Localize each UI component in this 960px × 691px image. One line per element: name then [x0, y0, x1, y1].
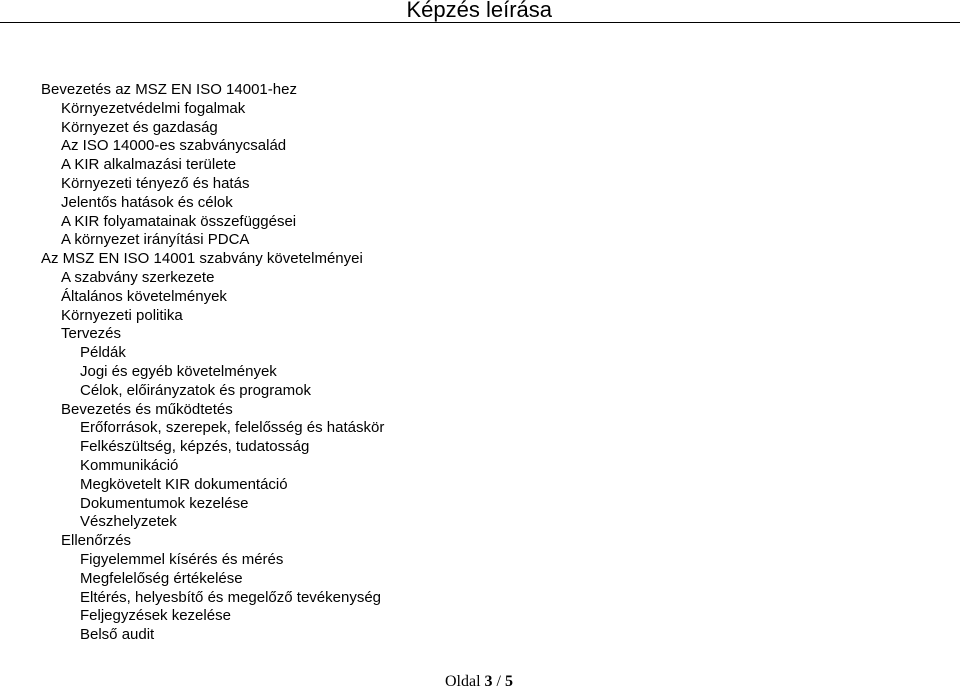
outline-item: A KIR alkalmazási területe	[61, 156, 237, 174]
outline-item: Általános követelmények	[61, 287, 227, 305]
outline-item: Megfelelőség értékelése	[80, 569, 243, 587]
outline-item: A KIR folyamatainak összefüggései	[61, 212, 297, 230]
outline-item: Belső audit	[80, 626, 155, 644]
outline-item: Környezetvédelmi fogalmak	[61, 99, 246, 117]
page-number	[445, 673, 513, 691]
current-page: 3	[484, 673, 493, 690]
outline-item: Környezeti tényező és hatás	[61, 174, 250, 192]
outline-item: Megkövetelt KIR dokumentáció	[80, 475, 288, 493]
page-separator: /	[496, 673, 501, 690]
outline-item: A környezet irányítási PDCA	[61, 231, 250, 249]
outline-item: Célok, előirányzatok és programok	[80, 381, 311, 399]
outline-item: Környezet és gazdaság	[61, 118, 218, 136]
outline-item: A szabvány szerkezete	[61, 268, 215, 286]
outline-item: Jelentős hatások és célok	[61, 193, 233, 211]
outline-item: Tervezés	[61, 325, 122, 343]
outline-item: Felkészültség, képzés, tudatosság	[80, 438, 310, 456]
outline-item: Eltérés, helyesbítő és megelőző tevékenység	[80, 588, 382, 606]
outline-item: Dokumentumok kezelése	[80, 494, 249, 512]
outline-item: Az ISO 14000-es szabványcsalád	[61, 137, 287, 155]
course-outline	[41, 81, 384, 645]
page-label: Oldal	[445, 673, 481, 690]
outline-item: Vészhelyzetek	[80, 513, 177, 531]
outline-item: Példák	[80, 344, 126, 362]
outline-item: Környezeti politika	[61, 306, 183, 324]
outline-item: Ellenőrzés	[61, 532, 132, 550]
outline-item: Bevezetés és működtetés	[61, 400, 233, 418]
outline-item: Kommunikáció	[80, 456, 179, 474]
outline-item: Erőforrások, szerepek, felelősség és hatáskör	[80, 419, 385, 437]
outline-item: Az MSZ EN ISO 14001 szabvány követelményei	[41, 250, 363, 268]
outline-item: Bevezetés az MSZ EN ISO 14001-hez	[41, 81, 297, 98]
page-title: Képzés leírása	[406, 0, 552, 22]
outline-item: Jogi és egyéb követelmények	[80, 362, 277, 380]
total-pages: 5	[505, 673, 513, 690]
page-header	[0, 0, 960, 22]
outline-item: Feljegyzések kezelése	[80, 607, 231, 625]
outline-item: Figyelemmel kísérés és mérés	[80, 550, 284, 568]
header-divider	[0, 22, 960, 23]
